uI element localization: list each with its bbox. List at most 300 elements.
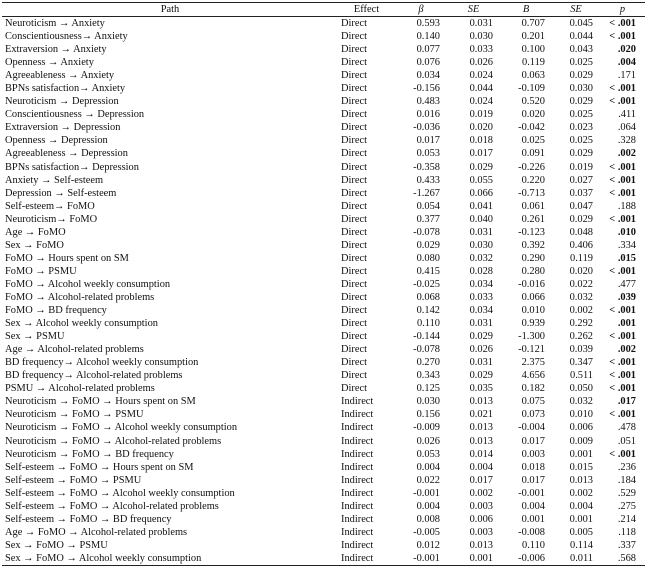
table-row — [2, 69, 645, 82]
cell-beta: 0.053 — [416, 448, 440, 460]
cell-p: .214 — [617, 513, 636, 525]
cell-beta: 0.016 — [416, 109, 440, 121]
table-row — [2, 134, 645, 147]
table-row — [2, 500, 645, 513]
cell-p: .002 — [617, 148, 636, 160]
cell-path: BD frequency→ Alcohol-related problems — [5, 370, 183, 382]
cell-beta: 0.270 — [416, 357, 440, 369]
cell-p: < .001 — [609, 174, 636, 186]
cell-p: < .001 — [609, 31, 636, 43]
cell-effect: Indirect — [341, 396, 374, 408]
cell-p: .188 — [617, 200, 636, 212]
cell-p: < .001 — [609, 305, 636, 317]
cell-p: .411 — [618, 109, 636, 121]
cell-beta: 0.140 — [416, 31, 440, 43]
cell-se-unstandardized: 0.019 — [569, 161, 593, 173]
cell-se-standardized: 0.034 — [469, 278, 493, 290]
cell-beta: -0.078 — [413, 344, 440, 356]
cell-beta: -0.001 — [395, 552, 447, 566]
cell-p: .337 — [617, 539, 636, 551]
cell-se-standardized: 0.001 — [447, 552, 500, 566]
cell-path: Self-esteem → FoMO → BD frequency — [5, 513, 172, 525]
cell-se-unstandardized: 0.009 — [569, 435, 593, 447]
cell-p: .010 — [617, 226, 636, 238]
cell-b: 0.201 — [521, 31, 545, 43]
cell-se-standardized: 0.029 — [469, 161, 493, 173]
cell-effect: Direct — [341, 305, 367, 317]
cell-effect: Indirect — [341, 500, 374, 512]
cell-se-unstandardized: 0.029 — [569, 148, 593, 160]
cell-path: Neuroticism→ FoMO — [5, 213, 98, 225]
cell-beta: 0.068 — [416, 291, 440, 303]
cell-se-unstandardized: 0.050 — [569, 383, 593, 395]
cell-se-standardized: 0.003 — [469, 526, 493, 538]
cell-path: FoMO → Alcohol weekly consumption — [5, 278, 171, 290]
cell-effect: Direct — [341, 18, 367, 29]
cell-se-standardized: 0.032 — [469, 252, 493, 264]
cell-effect: Direct — [341, 57, 367, 69]
cell-se-unstandardized: 0.001 — [569, 448, 593, 460]
cell-effect: Direct — [341, 109, 367, 121]
cell-se-standardized: 0.013 — [469, 422, 493, 434]
cell-se-unstandardized: 0.119 — [570, 252, 593, 264]
cell-p: < .001 — [609, 357, 636, 369]
cell-p: .184 — [617, 474, 636, 486]
cell-se-standardized: 0.006 — [469, 513, 493, 525]
cell-path: Neuroticism → FoMO → Alcohol weekly consumption — [5, 422, 238, 434]
cell-beta: 0.034 — [416, 70, 440, 82]
cell-se-standardized: 0.013 — [469, 396, 493, 408]
cell-beta: -1.267 — [413, 187, 440, 199]
header-b: B — [500, 3, 552, 17]
table-row — [2, 226, 645, 239]
cell-beta: 0.433 — [416, 174, 440, 186]
cell-beta: 0.054 — [416, 200, 440, 212]
table-row — [2, 343, 645, 356]
cell-path: Extraversion → Anxiety — [5, 44, 107, 56]
cell-se-unstandardized: 0.022 — [569, 278, 593, 290]
cell-p: < .001 — [609, 448, 636, 460]
cell-se-standardized: 0.018 — [469, 135, 493, 147]
path-coefficients-table — [2, 2, 645, 566]
cell-se-standardized: 0.013 — [469, 435, 493, 447]
cell-effect: Direct — [341, 200, 367, 212]
cell-b: 0.004 — [521, 500, 545, 512]
cell-b: -0.226 — [518, 161, 545, 173]
cell-se-standardized: 0.033 — [469, 291, 493, 303]
table-row — [2, 539, 645, 552]
header-se-standardized: SE — [447, 3, 500, 17]
cell-path: Sex → PSMU — [5, 331, 65, 343]
header-se-unstandardized: SE — [552, 3, 600, 17]
cell-effect: Indirect — [341, 513, 374, 525]
cell-path: FoMO → Alcohol-related problems — [5, 291, 155, 303]
cell-b: 0.280 — [521, 265, 545, 277]
cell-path: Self-esteem→ FoMO — [5, 200, 95, 212]
cell-effect: Direct — [341, 174, 367, 186]
cell-path: Age → FoMO → Alcohol-related problems — [5, 526, 188, 538]
table-row — [2, 408, 645, 421]
table-row — [2, 82, 645, 95]
cell-b: 0.290 — [521, 252, 545, 264]
table-row — [2, 278, 645, 291]
cell-beta: 0.076 — [416, 57, 440, 69]
cell-b: 0.091 — [521, 148, 545, 160]
cell-effect: Direct — [341, 265, 367, 277]
cell-p: .529 — [617, 487, 636, 499]
cell-p: .478 — [617, 422, 636, 434]
cell-p: < .001 — [609, 18, 636, 29]
table-row — [2, 95, 645, 108]
table-row — [2, 265, 645, 278]
table-row — [2, 487, 645, 500]
cell-se-standardized: 0.026 — [469, 344, 493, 356]
cell-path: Neuroticism → FoMO → BD frequency — [5, 448, 174, 460]
cell-b: -0.001 — [518, 487, 545, 499]
cell-se-standardized: 0.024 — [469, 70, 493, 82]
cell-p: < .001 — [609, 161, 636, 173]
header-beta: β — [395, 3, 447, 17]
cell-effect: Direct — [341, 239, 367, 251]
cell-se-unstandardized: 0.406 — [569, 239, 593, 251]
cell-path: FoMO → BD frequency — [5, 305, 107, 317]
cell-effect: Indirect — [341, 409, 374, 421]
cell-b: 0.061 — [521, 200, 545, 212]
cell-effect: Direct — [341, 331, 367, 343]
cell-b: 0.066 — [521, 291, 545, 303]
cell-p: .334 — [617, 239, 636, 251]
cell-path: FoMO → PSMU — [5, 265, 77, 277]
cell-path: Depression → Self-esteem — [5, 187, 117, 199]
cell-b: 0.119 — [522, 57, 545, 69]
cell-se-standardized: 0.020 — [469, 122, 493, 134]
cell-se-standardized: 0.040 — [469, 213, 493, 225]
cell-b: 0.707 — [521, 18, 545, 29]
cell-path: BD frequency→ Alcohol weekly consumption — [5, 357, 199, 369]
table-row — [2, 461, 645, 474]
cell-path: Age → FoMO — [5, 226, 66, 238]
cell-se-unstandardized: 0.020 — [569, 265, 593, 277]
cell-p: .118 — [618, 526, 636, 538]
cell-p: .015 — [617, 252, 636, 264]
cell-beta: 0.022 — [416, 474, 440, 486]
cell-se-unstandardized: 0.025 — [569, 57, 593, 69]
cell-se-standardized: 0.014 — [469, 448, 493, 460]
table-row — [2, 108, 645, 121]
table-row — [2, 43, 645, 56]
cell-se-standardized: 0.030 — [469, 239, 493, 251]
cell-beta: 0.029 — [416, 239, 440, 251]
cell-se-unstandardized: 0.029 — [569, 96, 593, 108]
table-row — [2, 30, 645, 43]
cell-effect: Direct — [341, 83, 367, 95]
cell-path: Neuroticism → Depression — [5, 96, 119, 108]
cell-se-unstandardized: 0.030 — [569, 83, 593, 95]
cell-beta: -0.036 — [413, 122, 440, 134]
cell-beta: 0.110 — [417, 318, 440, 330]
cell-path: Anxiety → Self-esteem — [5, 174, 104, 186]
cell-beta: 0.415 — [416, 265, 440, 277]
cell-path: Conscientiousness→ Anxiety — [5, 31, 128, 43]
cell-p: .275 — [617, 500, 636, 512]
cell-beta: 0.004 — [416, 500, 440, 512]
cell-effect: Indirect — [341, 448, 374, 460]
cell-se-standardized: 0.003 — [469, 500, 493, 512]
cell-b: 0.025 — [521, 135, 545, 147]
cell-se-standardized: 0.033 — [469, 44, 493, 56]
cell-effect: Direct — [341, 31, 367, 43]
cell-se-standardized: 0.031 — [469, 318, 493, 330]
cell-se-unstandardized: 0.292 — [569, 318, 593, 330]
cell-path: BPNs satisfaction→ Anxiety — [5, 83, 126, 95]
cell-se-standardized: 0.028 — [469, 265, 493, 277]
cell-beta: 0.483 — [416, 96, 440, 108]
cell-path: Self-esteem → FoMO → Hours spent on SM — [5, 461, 194, 473]
table-row — [2, 421, 645, 434]
cell-p: < .001 — [609, 83, 636, 95]
cell-p: .171 — [617, 70, 636, 82]
cell-b: -0.004 — [518, 422, 545, 434]
cell-path: Self-esteem → FoMO → Alcohol-related problems — [5, 500, 219, 512]
cell-b: 0.939 — [521, 318, 545, 330]
cell-b: 0.017 — [521, 435, 545, 447]
cell-beta: -0.144 — [413, 331, 440, 343]
table-row — [2, 317, 645, 330]
cell-effect: Direct — [341, 70, 367, 82]
cell-se-standardized: 0.030 — [469, 31, 493, 43]
cell-effect: Direct — [341, 213, 367, 225]
cell-path: Neuroticism → FoMO → PSMU — [5, 409, 144, 421]
cell-beta: -0.005 — [413, 526, 440, 538]
cell-b: 4.656 — [521, 370, 545, 382]
cell-effect: Indirect — [341, 435, 374, 447]
cell-p: < .001 — [609, 96, 636, 108]
cell-beta: 0.030 — [416, 396, 440, 408]
cell-path: Extraversion → Depression — [5, 122, 121, 134]
header-row — [2, 3, 645, 17]
cell-b: 0.100 — [521, 44, 545, 56]
cell-se-standardized: 0.044 — [469, 83, 493, 95]
cell-b: -0.121 — [518, 344, 545, 356]
cell-p: .328 — [617, 135, 636, 147]
cell-se-unstandardized: 0.013 — [569, 474, 593, 486]
cell-b: 2.375 — [521, 357, 545, 369]
cell-se-unstandardized: 0.045 — [569, 18, 593, 29]
cell-effect: Direct — [341, 161, 367, 173]
cell-se-standardized: 0.017 — [469, 148, 493, 160]
cell-b: 0.392 — [521, 239, 545, 251]
cell-se-unstandardized: 0.027 — [569, 174, 593, 186]
cell-se-unstandardized: 0.047 — [569, 200, 593, 212]
cell-se-unstandardized: 0.005 — [569, 526, 593, 538]
cell-se-unstandardized: 0.043 — [569, 44, 593, 56]
cell-effect: Indirect — [338, 552, 395, 566]
cell-se-unstandardized: 0.010 — [569, 409, 593, 421]
cell-beta: -0.025 — [413, 278, 440, 290]
cell-se-unstandardized: 0.011 — [552, 552, 600, 566]
cell-p: < .001 — [609, 409, 636, 421]
cell-beta: 0.004 — [416, 461, 440, 473]
cell-p: .017 — [617, 396, 636, 408]
cell-beta: 0.593 — [416, 18, 440, 29]
cell-path: Conscientiousness → Depression — [5, 109, 145, 121]
table-row — [2, 382, 645, 395]
cell-p: < .001 — [609, 265, 636, 277]
cell-b: -0.123 — [518, 226, 545, 238]
cell-effect: Direct — [341, 226, 367, 238]
cell-se-unstandardized: 0.023 — [569, 122, 593, 134]
cell-b: 0.020 — [521, 109, 545, 121]
cell-se-standardized: 0.019 — [469, 109, 493, 121]
cell-se-unstandardized: 0.114 — [570, 539, 593, 551]
cell-p: < .001 — [609, 213, 636, 225]
cell-se-standardized: 0.031 — [469, 18, 493, 29]
table-row — [2, 239, 645, 252]
cell-p: .004 — [617, 57, 636, 69]
cell-effect: Indirect — [341, 539, 374, 551]
cell-se-unstandardized: 0.032 — [569, 291, 593, 303]
table-row — [2, 161, 645, 174]
cell-effect: Direct — [341, 44, 367, 56]
cell-se-standardized: 0.002 — [469, 487, 493, 499]
cell-path: BPNs satisfaction→ Depression — [5, 161, 139, 173]
cell-b: -0.042 — [518, 122, 545, 134]
cell-beta: -0.358 — [413, 161, 440, 173]
cell-beta: 0.142 — [416, 305, 440, 317]
cell-p: .039 — [617, 291, 636, 303]
cell-p: .051 — [617, 435, 636, 447]
cell-b: 0.220 — [521, 174, 545, 186]
cell-b: 0.018 — [521, 461, 545, 473]
table-row — [2, 369, 645, 382]
cell-effect: Direct — [341, 357, 367, 369]
cell-se-standardized: 0.024 — [469, 96, 493, 108]
cell-beta: 0.008 — [416, 513, 440, 525]
cell-b: -0.008 — [518, 526, 545, 538]
cell-se-standardized: 0.035 — [469, 383, 493, 395]
cell-beta: -0.078 — [413, 226, 440, 238]
cell-effect: Direct — [341, 148, 367, 160]
table-row — [2, 291, 645, 304]
cell-b: -0.006 — [500, 552, 552, 566]
cell-effect: Indirect — [341, 474, 374, 486]
table-row — [2, 17, 645, 31]
cell-beta: 0.077 — [416, 44, 440, 56]
cell-beta: 0.377 — [416, 213, 440, 225]
cell-b: 0.520 — [521, 96, 545, 108]
cell-se-unstandardized: 0.039 — [569, 344, 593, 356]
table-row — [2, 147, 645, 160]
cell-se-standardized: 0.029 — [469, 331, 493, 343]
cell-effect: Direct — [341, 96, 367, 108]
cell-se-unstandardized: 0.015 — [569, 461, 593, 473]
cell-path: Sex → FoMO → Alcohol weekly consumption — [2, 552, 338, 566]
cell-b: 0.261 — [521, 213, 545, 225]
cell-p: .477 — [617, 278, 636, 290]
cell-effect: Direct — [341, 135, 367, 147]
cell-beta: 0.156 — [416, 409, 440, 421]
cell-se-standardized: 0.066 — [469, 187, 493, 199]
cell-se-unstandardized: 0.029 — [569, 213, 593, 225]
header-path: Path — [2, 3, 338, 17]
cell-path: Self-esteem → FoMO → Alcohol weekly consumption — [5, 487, 235, 499]
cell-se-unstandardized: 0.002 — [569, 305, 593, 317]
cell-path: Neuroticism → FoMO → Alcohol-related problems — [5, 435, 222, 447]
cell-beta: 0.017 — [416, 135, 440, 147]
table-row — [2, 187, 645, 200]
cell-p: < .001 — [609, 370, 636, 382]
cell-p: < .001 — [609, 383, 636, 395]
cell-p: < .001 — [609, 331, 636, 343]
cell-b: 0.073 — [521, 409, 545, 421]
cell-b: 0.003 — [521, 448, 545, 460]
cell-se-unstandardized: 0.002 — [569, 487, 593, 499]
cell-path: Neuroticism → FoMO → Hours spent on SM — [5, 396, 196, 408]
cell-se-standardized: 0.031 — [469, 226, 493, 238]
table-row — [2, 435, 645, 448]
cell-p: .020 — [617, 44, 636, 56]
cell-p: < .001 — [609, 187, 636, 199]
cell-effect: Direct — [341, 252, 367, 264]
cell-b: 0.063 — [521, 70, 545, 82]
cell-p: .002 — [617, 344, 636, 356]
cell-path: Agreeableness → Anxiety — [5, 70, 115, 82]
cell-se-unstandardized: 0.001 — [569, 513, 593, 525]
cell-path: Age → Alcohol-related problems — [5, 344, 144, 356]
cell-se-standardized: 0.034 — [469, 305, 493, 317]
cell-se-unstandardized: 0.044 — [569, 31, 593, 43]
cell-se-unstandardized: 0.025 — [569, 135, 593, 147]
cell-effect: Indirect — [341, 526, 374, 538]
cell-se-standardized: 0.021 — [469, 409, 493, 421]
cell-p: .568 — [600, 552, 645, 566]
table-row — [2, 395, 645, 408]
cell-path: Self-esteem → FoMO → PSMU — [5, 474, 142, 486]
cell-beta: 0.125 — [416, 383, 440, 395]
cell-path: Neuroticism → Anxiety — [5, 18, 105, 29]
table-row — [2, 213, 645, 226]
cell-se-unstandardized: 0.037 — [569, 187, 593, 199]
cell-se-unstandardized: 0.048 — [569, 226, 593, 238]
cell-b: -0.713 — [518, 187, 545, 199]
cell-beta: 0.026 — [416, 435, 440, 447]
cell-se-standardized: 0.031 — [469, 357, 493, 369]
cell-path: Sex → FoMO — [5, 239, 64, 251]
cell-effect: Direct — [341, 122, 367, 134]
table-row — [2, 474, 645, 487]
cell-beta: 0.080 — [416, 252, 440, 264]
cell-effect: Indirect — [341, 461, 374, 473]
cell-effect: Direct — [341, 383, 367, 395]
cell-b: -0.016 — [518, 278, 545, 290]
cell-b: 0.001 — [521, 513, 545, 525]
cell-effect: Indirect — [341, 422, 374, 434]
cell-se-standardized: 0.055 — [469, 174, 493, 186]
cell-effect: Direct — [341, 318, 367, 330]
cell-path: Agreeableness → Depression — [5, 148, 128, 160]
table-row — [2, 330, 645, 343]
table-row — [2, 552, 645, 566]
cell-p: .001 — [617, 318, 636, 330]
table-row — [2, 200, 645, 213]
cell-se-standardized: 0.017 — [469, 474, 493, 486]
cell-path: PSMU → Alcohol-related problems — [5, 383, 155, 395]
cell-b: 0.110 — [522, 539, 545, 551]
cell-se-standardized: 0.013 — [469, 539, 493, 551]
cell-path: Sex → Alcohol weekly consumption — [5, 318, 158, 330]
cell-effect: Direct — [341, 278, 367, 290]
header-p: p — [600, 3, 645, 17]
